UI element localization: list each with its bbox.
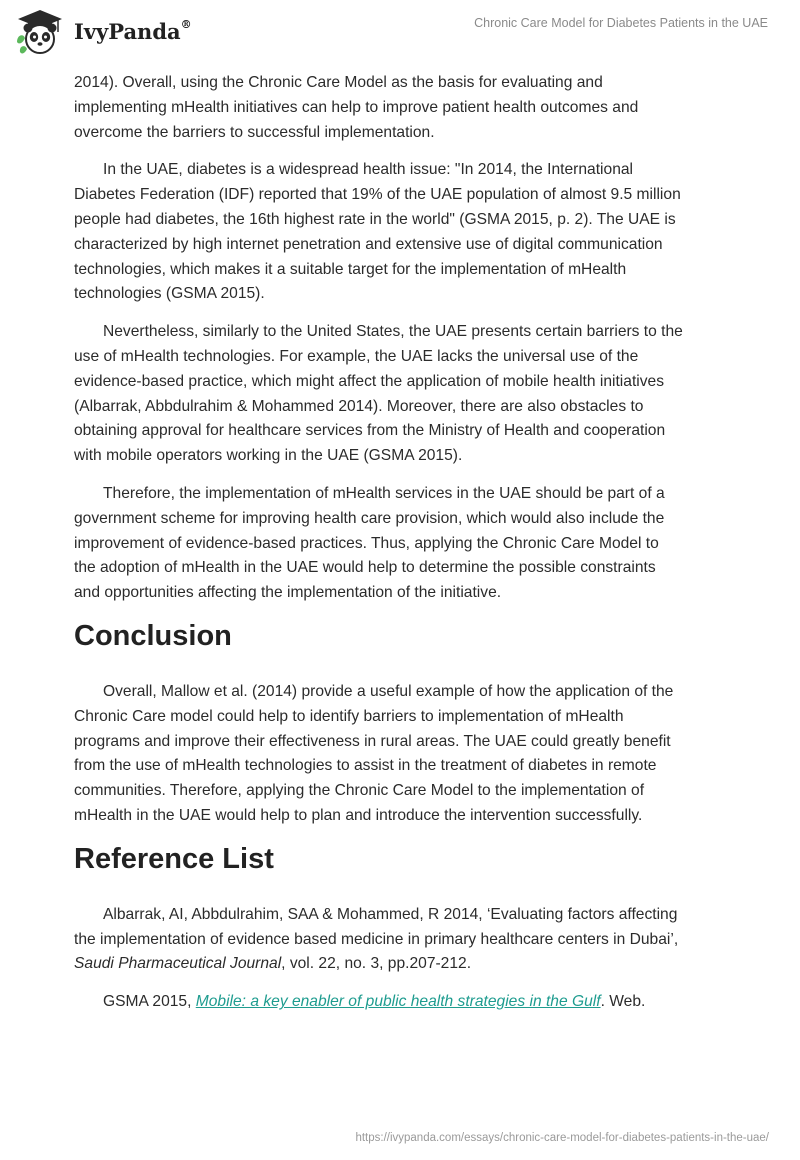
paragraph-continued: 2014). Overall, using the Chronic Care Model as the basis for evaluating and implementing mHealth initiatives can help to improve patient health outcomes and overcome the barriers to successful implementation. [74, 74, 639, 141]
ivypanda-logo[interactable] [14, 8, 192, 56]
paragraph-implementation: Therefore, the implementation of mHealth services in the UAE should be part of a government scheme for improving health care provision, which would also include the improvement of evidence-based practices. Thus, applying the Chronic Care Model to the adoption of mHealth in the UAE would help to determine the possible constraints and opportunities affecting the implementation of the initiative. [74, 484, 665, 602]
reference-details: , vol. 22, no. 3, pp.207-212. [281, 955, 472, 973]
reference-text: GSMA 2015, [103, 993, 196, 1011]
paragraph-barriers: Nevertheless, similarly to the United States, the UAE presents certain barriers to the use of mHealth technologies. For example, the UAE lacks the universal use of the evidence-based practice, which might affect the application of mobile health initiatives (Albarrak, Abbdulrahim & Mohammed 2014). Moreover, there are also obstacles to obtaining approval for healthcare services from the Ministry of Health and cooperation with mobile operators working in the UAE (GSMA 2015). [74, 323, 683, 465]
reference-list-heading: Reference List [74, 842, 274, 875]
conclusion-paragraph: Overall, Mallow et al. (2014) provide a useful example of how the application of the Chronic Care model could help to identify barriers to implementation of mHealth programs and improve their effectiveness in rural areas. The UAE could greatly benefit from the use of mHealth technologies to assist in the treatment of diabetes in remote communities. Therefore, applying the Chronic Care Model to the implementation of mHealth in the UAE would help to plan and introduce the intervention successfully. [74, 682, 674, 824]
reference-details: . Web. [600, 993, 646, 1011]
brand-name: IvyPanda® [74, 18, 192, 44]
reference-item [74, 990, 734, 1015]
reference-item [74, 903, 734, 977]
panda-graduate-icon [14, 8, 66, 56]
conclusion-heading: Conclusion [74, 619, 232, 652]
footer-url[interactable]: https://ivypanda.com/essays/chronic-care-model-for-diabetes-patients-in-the-uae/ [355, 1132, 769, 1144]
page-header [0, 0, 800, 62]
reference-link[interactable]: Mobile: a key enabler of public health strategies in the Gulf [195, 993, 601, 1011]
reference-text: Albarrak, AI, Abbdulrahim, SAA & Mohammed, R 2014, ‘Evaluating factors affecting the implementation of evidence based medicine in primary healthcare centers in Dubai’, [74, 905, 679, 948]
journal-title: Saudi Pharmaceutical Journal [74, 955, 282, 973]
paragraph-uae-diabetes: In the UAE, diabetes is a widespread health issue: "In 2014, the International Diabetes Federation (IDF) reported that 19% of the UAE population of almost 9.5 million people had diabetes, the 16th highest rate in the world" (GSMA 2015, p. 2). The UAE is characterized by high internet penetration and extensive use of digital communication technologies, which makes it a suitable target for the implementation of mHealth technologies (GSMA 2015). [74, 161, 681, 303]
essay-content [74, 71, 734, 1028]
document-title: Chronic Care Model for Diabetes Patients in the UAE [474, 16, 768, 30]
